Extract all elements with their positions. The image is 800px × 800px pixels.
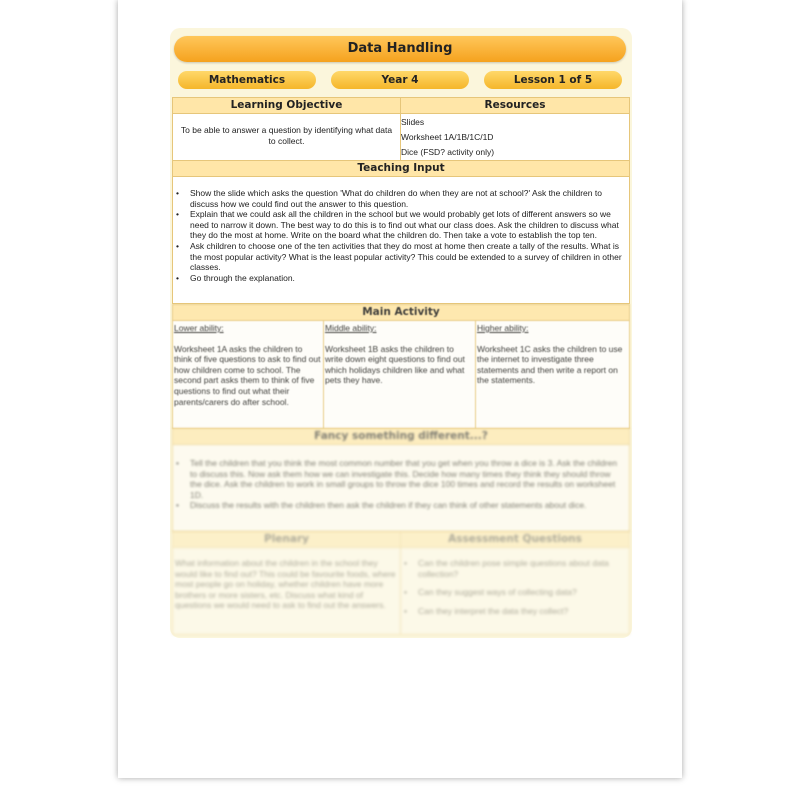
teaching-bullet: • Ask children to choose one of the ten activities that they do most at home then create a tally of the results. What is the most popular activity? What is the least popular activity? This could be extended to a survey of children in other classes. bbox=[190, 241, 623, 273]
year-pill: Year 4 bbox=[331, 71, 469, 89]
teaching-bullet: • Go through the explanation. bbox=[190, 273, 623, 284]
middle-ability-label: Middle ability: bbox=[325, 323, 377, 333]
resources-heading: Resources bbox=[400, 97, 630, 114]
document-page bbox=[118, 0, 682, 778]
objective-box bbox=[172, 113, 401, 161]
higher-ability-label: Higher ability: bbox=[477, 323, 529, 333]
assessment-list bbox=[401, 548, 629, 616]
fancy-heading: Fancy something different...? bbox=[172, 428, 630, 445]
lower-ability-box bbox=[172, 320, 324, 429]
higher-ability-box bbox=[475, 320, 630, 429]
middle-ability-box bbox=[323, 320, 476, 429]
plenary-text: What information about the children in the school they would like to find out? This could be favourite foods, where most people go on holiday, whether children have more brothers or more sisters, etc. Discuss what kind of questions we would need to ask to find out the answers. bbox=[175, 558, 396, 611]
main-activity-heading: Main Activity bbox=[172, 304, 630, 321]
teaching-bullets bbox=[173, 177, 629, 283]
resources-box bbox=[400, 113, 630, 161]
fancy-box bbox=[172, 444, 630, 532]
fancy-bullet: • Discuss the results with the children then ask the children if they can think of other statements about dice. bbox=[190, 500, 623, 511]
plenary-box bbox=[172, 547, 401, 635]
assessment-item: • Can they suggest ways of collecting data? bbox=[418, 587, 625, 598]
objective-text: To be able to answer a question by identifying what data to collect. bbox=[180, 125, 393, 146]
objective-heading: Learning Objective bbox=[172, 97, 401, 114]
title-bar bbox=[174, 36, 626, 62]
lower-ability-label: Lower ability: bbox=[174, 323, 224, 333]
fancy-bullets bbox=[173, 445, 629, 511]
resource-item: Worksheet 1A/1B/1C/1D bbox=[401, 132, 494, 142]
higher-ability-text: Worksheet 1C asks the children to use the internet to investigate three statements and then write a report on the statements. bbox=[477, 343, 623, 386]
teaching-bullet: • Explain that we could ask all the children in the school but we would probably get lots of different answers so we need to narrow it down. The best way to do this is to find out what our class does. Ask the children to discuss what they do the most at home. Write on the board what the children do. Then take a vote to establish the top ten. bbox=[190, 209, 623, 241]
teaching-heading: Teaching Input bbox=[172, 160, 630, 177]
middle-ability-text: Worksheet 1B asks the children to write down eight questions to find out which holidays children like and what pets they have. bbox=[325, 343, 465, 386]
subject-pill: Mathematics bbox=[178, 71, 316, 89]
assessment-item: • Can they interpret the data they collect? bbox=[418, 606, 625, 617]
plenary-heading: Plenary bbox=[172, 531, 401, 548]
page-title: Data Handling bbox=[347, 41, 453, 56]
fancy-bullet: • Tell the children that you think the most common number that you get when you throw a dice is 3. Ask the children to discuss this. Now ask them how we can investigate this. Decide how many times they think they should throw the dice. Ask the children to work in small groups to throw the dice 100 times and record the results on worksheet 1D. bbox=[190, 458, 623, 500]
resource-item: Slides bbox=[401, 117, 425, 127]
assessment-item: • Can the children pose simple questions about data collection? bbox=[418, 558, 625, 579]
assessment-box bbox=[400, 547, 630, 635]
teaching-bullet: • Show the slide which asks the question 'What do children do when they are not at school?' Ask the children to discuss how we could find out the answer to this question. bbox=[190, 188, 623, 209]
lesson-plan-sheet bbox=[170, 28, 632, 638]
lower-ability-text: Worksheet 1A asks the children to think of five questions to ask to find out how children come to school. The second part asks them to think of five questions to find out what their parents/carers do after school. bbox=[174, 343, 321, 407]
resource-item: Dice (FSD? activity only) bbox=[401, 147, 495, 157]
resources-list bbox=[401, 114, 629, 160]
assessment-heading: Assessment Questions bbox=[400, 531, 630, 548]
teaching-box bbox=[172, 176, 630, 304]
lesson-pill: Lesson 1 of 5 bbox=[484, 71, 622, 89]
